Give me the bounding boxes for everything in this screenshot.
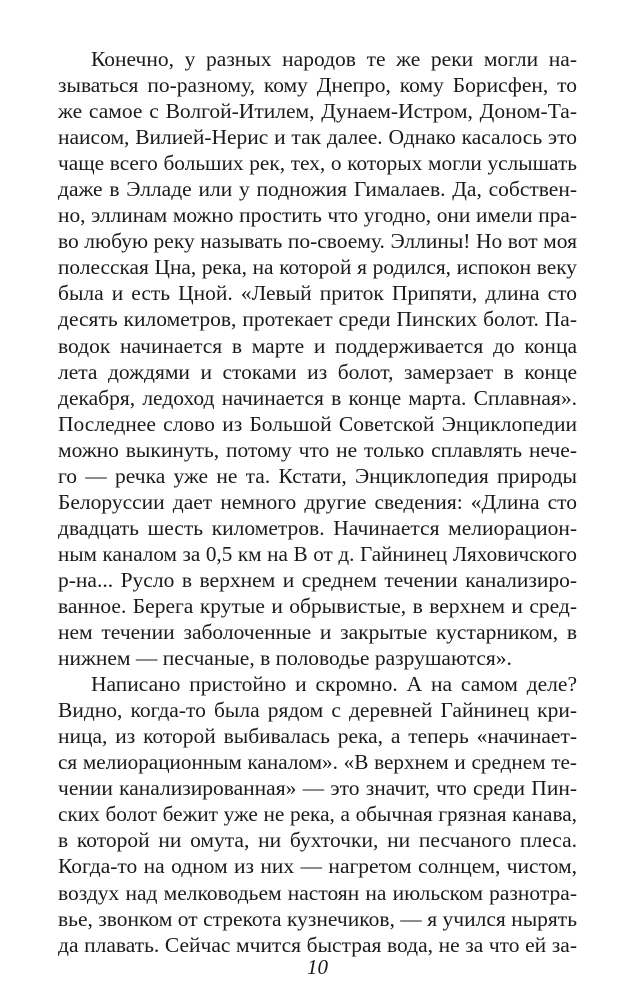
text-line: даже в Элладе или у подножия Гималаев. Да, собствен- <box>58 177 577 202</box>
text-line: ница, из которой выбивалась река, а теперь «начинает- <box>58 724 577 749</box>
paragraph-2 <box>58 671 577 958</box>
text-line: наисом, Вилией-Нерис и так далее. Однако касалось это <box>58 125 577 150</box>
text-line: в которой ни омута, ни бухточки, ни песчаного плеса. <box>58 828 577 853</box>
page-number: 10 <box>307 955 328 979</box>
paragraph-1 <box>58 46 577 671</box>
text-line: Видно, когда-то была рядом с деревней Гайнинец кри- <box>58 698 577 723</box>
text-line: десять километров, протекает среди Пинских болот. Па- <box>58 307 577 332</box>
text-line: зываться по-разному, кому Днепро, кому Борисфен, то <box>58 73 577 98</box>
text-line: Написано пристойно и скромно. А на самом деле? <box>91 672 577 697</box>
text-line: ванное. Берега крутые и обрывистые, в верхнем и сред- <box>58 593 577 618</box>
text-line: нижнем — песчаные, в половодье разрушаются». <box>58 646 512 671</box>
body-text <box>58 46 577 958</box>
text-line: двадцать шесть километров. Начинается мелиорацион- <box>58 515 577 540</box>
text-line: во любую реку называть по-своему. Эллины! Но вот моя <box>58 229 577 254</box>
text-line: Последнее слово из Большой Советской Энциклопедии <box>58 411 577 436</box>
text-line: Белоруссии дает немного другие сведения: «Длина сто <box>58 489 577 514</box>
text-line: ным каналом за 0,5 км на В от д. Гайнинец Ляховичского <box>58 541 577 566</box>
text-line: водок начинается в марте и поддерживается до конца <box>58 333 577 358</box>
text-line: можно выкинуть, потому что не только сплавлять нече- <box>58 437 577 462</box>
text-line: но, эллинам можно простить что угодно, они имели пра- <box>58 203 577 228</box>
text-line: полесская Цна, река, на которой я родился, испокон веку <box>58 255 577 280</box>
text-line: ских болот бежит уже не река, а обычная грязная канава, <box>58 802 577 827</box>
text-line: декабря, ледоход начинается в конце марта. Сплавная». <box>58 385 577 410</box>
text-line: Конечно, у разных народов те же реки могли на- <box>91 47 577 71</box>
text-line: го — речка уже не та. Кстати, Энциклопедия природы <box>58 463 577 488</box>
text-line: же самое с Волгой-Итилем, Дунаем-Истром, Доном-Та- <box>58 99 577 124</box>
text-line: Когда-то на одном из них — нагретом солнцем, чистом, <box>58 854 577 879</box>
text-line: лета дождями и стоками из болот, замерзает в конце <box>58 359 577 384</box>
text-line: чаще всего больших рек, тех, о которых могли услышать <box>58 151 577 176</box>
text-line: была и есть Цной. «Левый приток Припяти, длина сто <box>58 281 577 306</box>
text-line: воздух над мелководьем настоян на июльском разнотра- <box>58 880 577 905</box>
text-line: да плавать. Сейчас мчится быстрая вода, не за что ей за- <box>58 932 577 957</box>
text-line: вье, звонком от стрекота кузнечиков, — я учился нырять <box>58 906 577 931</box>
text-line: нем течении заболоченные и закрытые кустарником, в <box>58 620 577 645</box>
text-line: чении канализированная» — это значит, что среди Пин- <box>58 776 577 801</box>
text-line: ся мелиорационным каналом». «В верхнем и среднем те- <box>58 750 577 775</box>
text-line: р-на... Русло в верхнем и среднем течении канализиро- <box>58 567 577 592</box>
